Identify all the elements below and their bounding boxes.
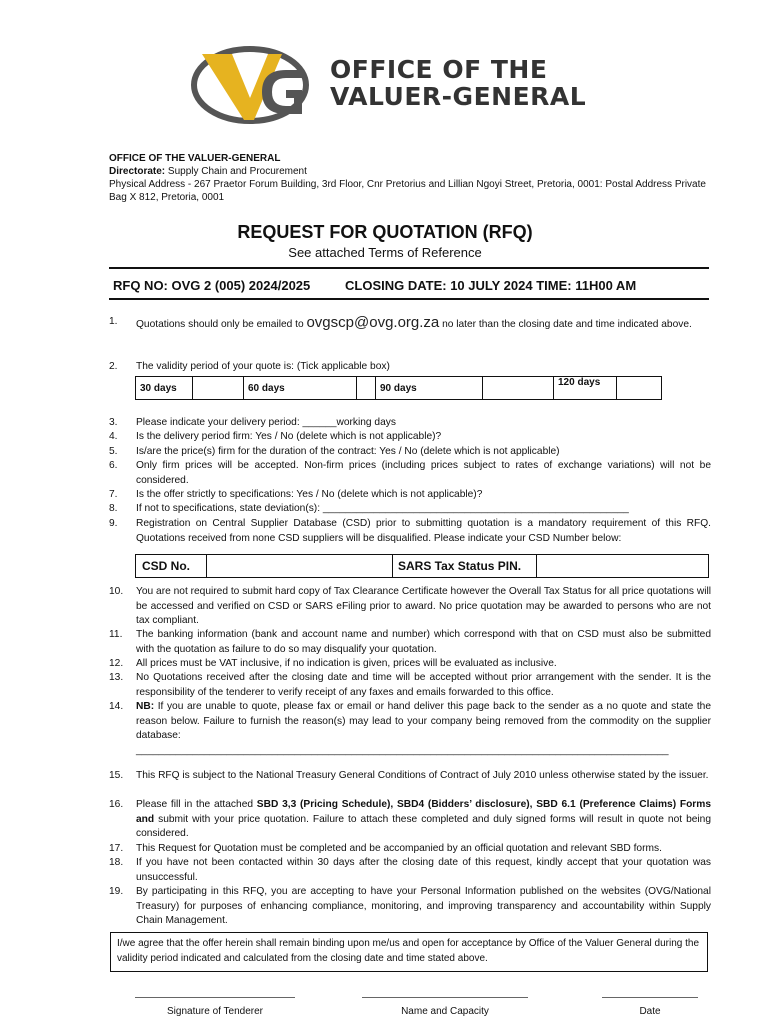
divider-bottom bbox=[109, 298, 709, 300]
date-field[interactable] bbox=[602, 990, 698, 1017]
page-subtitle: See attached Terms of Reference bbox=[288, 245, 482, 260]
date-line bbox=[602, 990, 698, 998]
item-text: Quotations should only be emailed to bbox=[136, 319, 307, 330]
name-line bbox=[362, 990, 528, 998]
list-item bbox=[109, 856, 711, 885]
item-number: 5. bbox=[109, 446, 118, 457]
item-number: 19. bbox=[109, 886, 124, 897]
list-item bbox=[109, 430, 711, 445]
csd-box bbox=[135, 554, 709, 578]
item-number: 3. bbox=[109, 417, 118, 428]
csd-divider bbox=[392, 555, 393, 577]
org-name: OFFICE OF THE VALUER-GENERAL bbox=[109, 153, 281, 164]
item-text: If not to specifications, state deviation(s): ______________________________________________________ bbox=[136, 503, 629, 514]
logo-wordmark bbox=[330, 56, 586, 110]
validity-30-checkbox[interactable] bbox=[193, 377, 244, 400]
item-text: You are not required to submit hard copy of Tax Clearance Certificate however the Overall Tax Status for all price quotations will be accessed and verified on CSD or SARS eFiling prior to award. No price quotation may be awarded to persons who are not tax compliant. bbox=[136, 586, 711, 626]
item-text: Only firm prices will be accepted. Non-firm prices (including prices subject to rates of exchange variations) will not be considered. bbox=[136, 460, 711, 486]
org-header bbox=[109, 152, 714, 204]
item-number: 11. bbox=[109, 629, 123, 640]
validity-60-label: 60 days bbox=[244, 377, 357, 400]
item-text: Registration on Central Supplier Database (CSD) prior to submitting quotation is a mandatory requirement of this RFQ. Quotations received from none CSD suppliers will be disqualified. Please indicate your CSD Number below: bbox=[136, 518, 711, 544]
item-number: 16. bbox=[109, 799, 124, 810]
reason-line[interactable] bbox=[109, 744, 669, 759]
validity-120-checkbox[interactable] bbox=[617, 377, 662, 400]
item-text: Is/are the price(s) firm for the duration of the contract: Yes / No (delete which is not applicable) bbox=[136, 446, 560, 457]
validity-60-checkbox[interactable] bbox=[357, 377, 376, 400]
item-text: submit with your price quotation. Failure to attach these completed and duly signed forms will result in quote not being considered. bbox=[136, 813, 711, 839]
item-text: Is the delivery period firm: Yes / No (delete which is not applicable)? bbox=[136, 431, 442, 442]
email-link[interactable]: ovgscp@ovg.org.za bbox=[306, 314, 440, 331]
name-capacity-field[interactable] bbox=[362, 990, 528, 1017]
item-number: 2. bbox=[109, 361, 118, 372]
item-text: All prices must be VAT inclusive, if no indication is given, prices will be evaluated as inclusive. bbox=[136, 658, 557, 669]
sars-divider bbox=[536, 555, 537, 577]
item-number: 6. bbox=[109, 460, 118, 471]
signature-label: Signature of Tenderer bbox=[167, 1006, 263, 1017]
agreement-box: I/we agree that the offer herein shall remain binding upon me/us and open for acceptance by Office of the Valuer General during the validity period indicated and calculated from the closing date and time stated above. bbox=[110, 932, 708, 972]
item-text: If you have not been contacted within 30 days after the closing date of this request, kindly accept that your quotation was unsuccessful. bbox=[136, 857, 711, 883]
signature-line bbox=[135, 990, 295, 998]
item-text: The banking information (bank and account name and number) which correspond with that on CSD must also be submitted with the quotation as failure to do so may disqualify your quotation. bbox=[136, 629, 711, 655]
item-text: This RFQ is subject to the National Treasury General Conditions of Contract of July 2010 unless otherwise stated by the issuer. bbox=[136, 770, 709, 781]
divider-top bbox=[109, 267, 709, 269]
item-number: 15. bbox=[109, 770, 124, 781]
list-item bbox=[109, 488, 711, 503]
item-number: 14. bbox=[109, 701, 124, 712]
item-number: 1. bbox=[109, 316, 118, 327]
sars-label: SARS Tax Status PIN. bbox=[398, 559, 522, 573]
validity-90-checkbox[interactable] bbox=[483, 377, 554, 400]
item-text: This Request for Quotation must be completed and be accompanied by an official quotation and relevant SBD forms. bbox=[136, 843, 662, 854]
rfq-number: RFQ NO: OVG 2 (005) 2024/2025 bbox=[113, 278, 311, 293]
item-number: 12. bbox=[109, 658, 124, 669]
item-number: 4. bbox=[109, 431, 118, 442]
list-item bbox=[109, 657, 711, 672]
csd-label: CSD No. bbox=[136, 555, 207, 577]
validity-30-label: 30 days bbox=[136, 377, 193, 400]
reason-line-text: ______________________________________________________________________________________________ bbox=[136, 745, 669, 756]
list-item bbox=[109, 315, 711, 333]
directorate-value: Supply Chain and Procurement bbox=[165, 166, 307, 177]
list-item bbox=[109, 416, 711, 431]
nb-label: NB: bbox=[136, 701, 155, 712]
list-item bbox=[109, 885, 711, 929]
forms-list: SBD 3,3 (Pricing Schedule), SBD4 (Bidders’ disclosure), SBD 6.1 (Preference Claims) Forms and bbox=[136, 799, 711, 825]
item-number: 13. bbox=[109, 672, 124, 683]
directorate bbox=[109, 165, 714, 178]
item-number: 7. bbox=[109, 489, 118, 500]
list-item bbox=[109, 585, 711, 629]
validity-120-label: 120 days bbox=[554, 377, 617, 400]
list-item bbox=[109, 700, 711, 744]
item-number: 8. bbox=[109, 503, 118, 514]
directorate-label: Directorate: bbox=[109, 166, 166, 177]
closing-date: CLOSING DATE: 10 JULY 2024 TIME: 11H00 AM bbox=[345, 278, 637, 293]
date-label: Date bbox=[639, 1006, 661, 1017]
signature-field[interactable] bbox=[135, 990, 295, 1017]
item-number: 18. bbox=[109, 857, 124, 868]
list-item bbox=[109, 360, 711, 375]
item-text: Please fill in the attached bbox=[136, 799, 257, 810]
list-item bbox=[109, 628, 711, 657]
list-item bbox=[109, 517, 711, 546]
item-text: No Quotations received after the closing date and time will be accepted without prior arrangement with the sender. It is the responsibility of the tenderer to verify receipt of any faxes and emails forwarded to this office. bbox=[136, 672, 711, 698]
item-text: The validity period of your quote is: (Tick applicable box) bbox=[136, 361, 390, 372]
item-text: Is the offer strictly to specifications: Yes / No (delete which is not applicable)? bbox=[136, 489, 483, 500]
list-item bbox=[109, 842, 711, 857]
page-title: REQUEST FOR QUOTATION (RFQ) bbox=[237, 222, 533, 242]
logo-line-1: OFFICE OF THE bbox=[330, 55, 548, 84]
list-item bbox=[109, 798, 711, 842]
item-number: 10. bbox=[109, 586, 124, 597]
item-text: By participating in this RFQ, you are accepting to have your Personal Information published on the websites (OVG/National Treasury) for purposes of enhancing compliance, monitoring, and improving transparency and accountability within Supply Chain Management. bbox=[136, 886, 711, 926]
address: Physical Address - 267 Praetor Forum Building, 3rd Floor, Cnr Pretorius and Lillian Ngoyi Street, Pretoria, 0001: Postal Address Private Bag X 812, Pretoria, 0001 bbox=[109, 179, 706, 203]
logo-line-2: VALUER-GENERAL bbox=[330, 82, 587, 111]
list-item bbox=[109, 502, 711, 517]
item-text: Please indicate your delivery period: ______working days bbox=[136, 417, 396, 428]
validity-table bbox=[135, 376, 662, 400]
item-text: no later than the closing date and time indicated above. bbox=[439, 319, 692, 330]
list-item bbox=[109, 445, 711, 460]
item-number: 9. bbox=[109, 518, 118, 529]
item-number: 17. bbox=[109, 843, 124, 854]
item-text: If you are unable to quote, please fax or email or hand deliver this page back to the sender as a no quote and state the reason below. Failure to furnish the reason(s) may lead to your company being removed from the commodity on the supplier database: bbox=[136, 701, 711, 741]
list-item bbox=[109, 671, 711, 700]
name-label: Name and Capacity bbox=[401, 1006, 489, 1017]
validity-90-label: 90 days bbox=[376, 377, 483, 400]
list-item bbox=[109, 459, 711, 488]
list-item bbox=[109, 769, 711, 784]
